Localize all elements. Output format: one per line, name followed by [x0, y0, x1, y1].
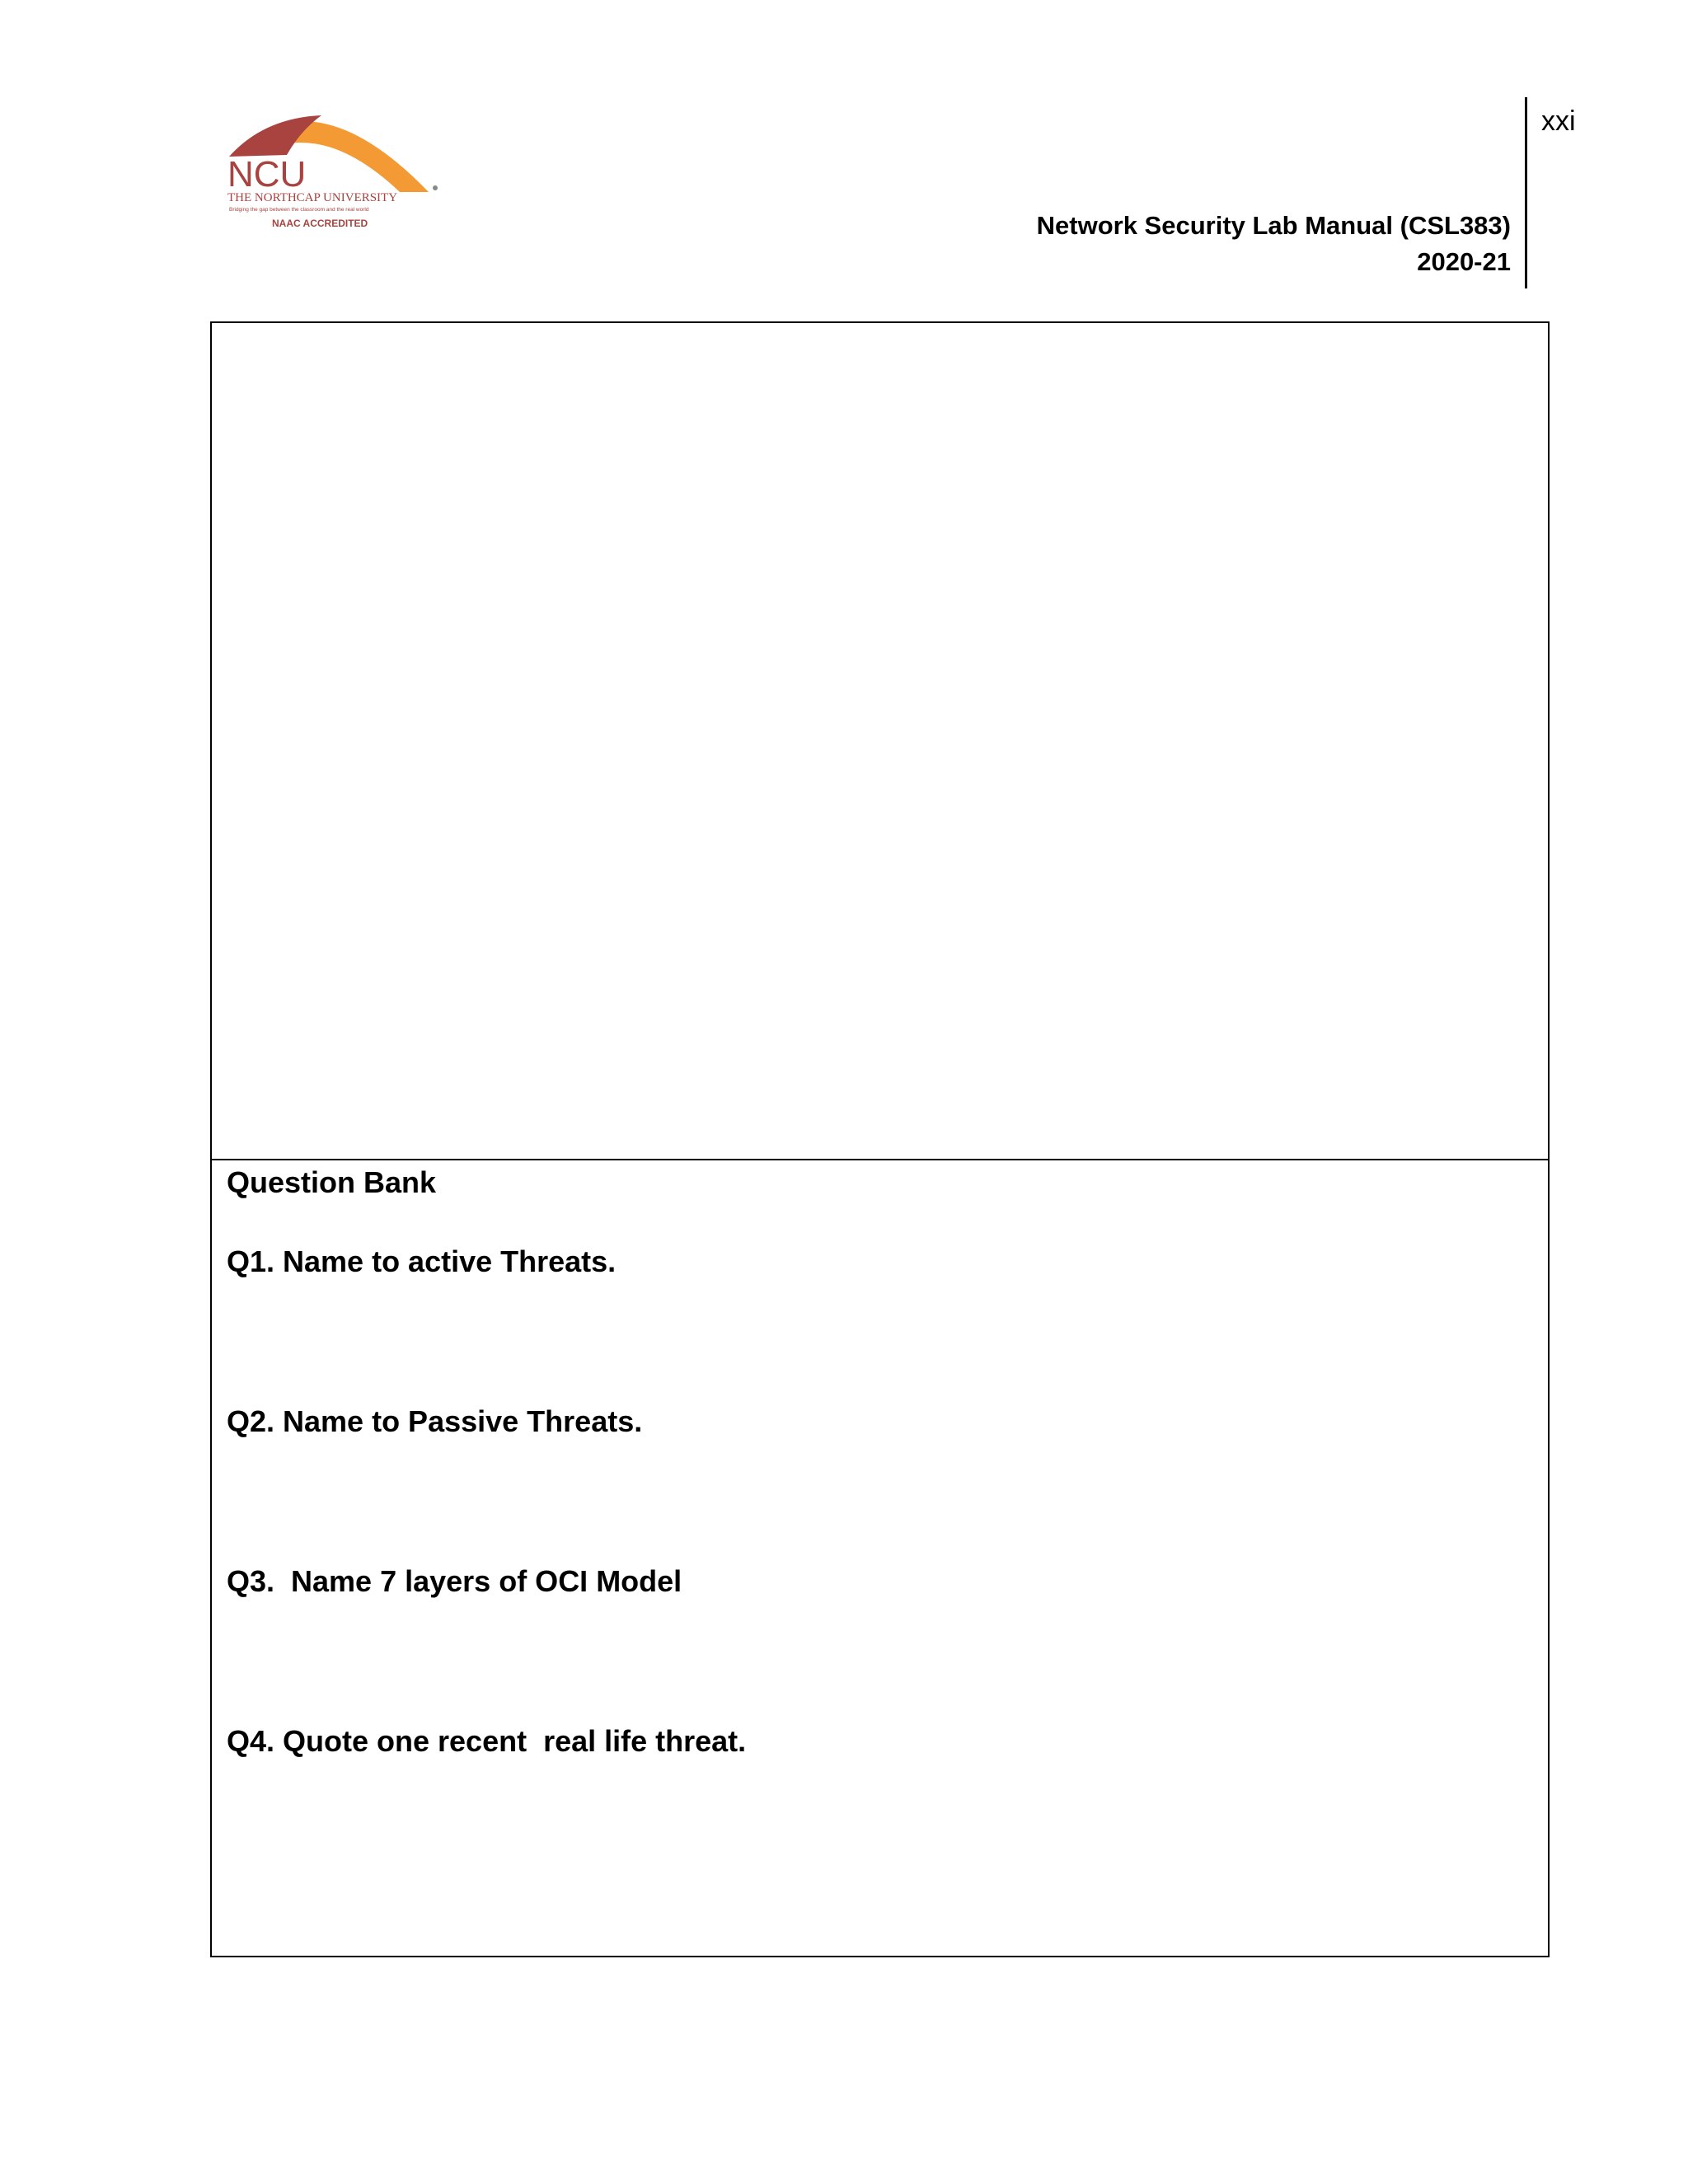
- question-bank-heading: Question Bank: [227, 1165, 437, 1199]
- page-number: xxi: [1541, 105, 1576, 137]
- question-item: Q3. Name 7 layers of OCI Model: [227, 1564, 682, 1598]
- logo-accreditation-text: NAAC ACCREDITED: [272, 218, 368, 229]
- university-logo: [223, 105, 453, 237]
- question-item: Q4. Quote one recent real life threat.: [227, 1724, 747, 1758]
- logo-ncu-text: NCU: [227, 154, 307, 194]
- manual-title: Network Security Lab Manual (CSL383): [1036, 211, 1511, 240]
- manual-year: 2020-21: [1417, 247, 1511, 276]
- header-title-block: [1037, 208, 1511, 280]
- content-table: [210, 321, 1550, 1957]
- logo-tagline-text: Bridging the gap between the classroom and the real world: [229, 207, 369, 213]
- header-vertical-rule: [1525, 97, 1527, 288]
- question-item: Q1. Name to active Threats.: [227, 1244, 617, 1278]
- ncu-logo-graphic: [223, 105, 453, 237]
- blank-answer-cell: [212, 323, 1548, 1160]
- question-item: Q2. Name to Passive Threats.: [227, 1404, 643, 1438]
- logo-university-text: THE NORTHCAP UNIVERSITY: [227, 191, 398, 204]
